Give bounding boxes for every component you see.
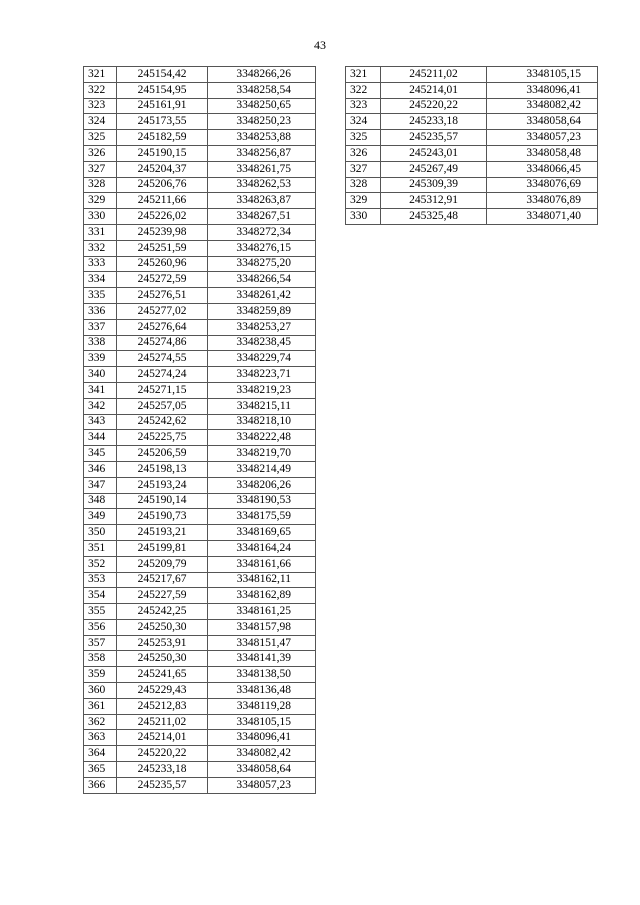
y-coordinate-cell: 3348223,71: [208, 367, 316, 383]
x-coordinate-cell: 245235,57: [381, 130, 487, 146]
table-row: [84, 572, 316, 588]
x-coordinate-cell: 245241,65: [117, 667, 208, 683]
point-number-cell: 328: [84, 177, 117, 193]
y-coordinate-cell: 3348250,23: [208, 114, 316, 130]
y-coordinate-cell: 3348214,49: [208, 461, 316, 477]
point-number-cell: 326: [346, 145, 381, 161]
x-coordinate-cell: 245206,76: [117, 177, 208, 193]
y-coordinate-cell: 3348096,41: [487, 82, 598, 98]
table-row: [346, 130, 598, 146]
table-row: [84, 114, 316, 130]
table-row: [84, 288, 316, 304]
table-row: [84, 240, 316, 256]
x-coordinate-cell: 245193,21: [117, 525, 208, 541]
point-number-cell: 324: [84, 114, 117, 130]
x-coordinate-cell: 245190,73: [117, 509, 208, 525]
x-coordinate-cell: 245250,30: [117, 619, 208, 635]
point-number-cell: 338: [84, 335, 117, 351]
x-coordinate-cell: 245235,57: [117, 777, 208, 793]
x-coordinate-cell: 245242,62: [117, 414, 208, 430]
point-number-cell: 321: [84, 67, 117, 83]
y-coordinate-cell: 3348206,26: [208, 477, 316, 493]
y-coordinate-cell: 3348119,28: [208, 698, 316, 714]
table-row: [346, 161, 598, 177]
table-row: [84, 224, 316, 240]
point-number-cell: 356: [84, 619, 117, 635]
x-coordinate-cell: 245211,02: [117, 714, 208, 730]
x-coordinate-cell: 245277,02: [117, 303, 208, 319]
table-row: [84, 161, 316, 177]
table-row: [84, 651, 316, 667]
point-number-cell: 360: [84, 683, 117, 699]
y-coordinate-cell: 3348261,42: [208, 288, 316, 304]
y-coordinate-cell: 3348161,25: [208, 604, 316, 620]
table-row: [84, 714, 316, 730]
x-coordinate-cell: 245220,22: [117, 746, 208, 762]
point-number-cell: 322: [346, 82, 381, 98]
y-coordinate-cell: 3348136,48: [208, 683, 316, 699]
table-row: [84, 698, 316, 714]
point-number-cell: 330: [84, 209, 117, 225]
table-row: [84, 98, 316, 114]
y-coordinate-cell: 3348076,89: [487, 193, 598, 209]
point-number-cell: 333: [84, 256, 117, 272]
point-number-cell: 329: [84, 193, 117, 209]
x-coordinate-cell: 245190,15: [117, 145, 208, 161]
table-row: [84, 635, 316, 651]
x-coordinate-cell: 245260,96: [117, 256, 208, 272]
y-coordinate-cell: 3348263,87: [208, 193, 316, 209]
table-row: [84, 588, 316, 604]
x-coordinate-cell: 245154,42: [117, 67, 208, 83]
y-coordinate-cell: 3348138,50: [208, 667, 316, 683]
x-coordinate-cell: 245204,37: [117, 161, 208, 177]
y-coordinate-cell: 3348161,66: [208, 556, 316, 572]
x-coordinate-cell: 245227,59: [117, 588, 208, 604]
x-coordinate-cell: 245198,13: [117, 461, 208, 477]
point-number-cell: 366: [84, 777, 117, 793]
x-coordinate-cell: 245233,18: [117, 762, 208, 778]
x-coordinate-cell: 245312,91: [381, 193, 487, 209]
table-row: [84, 446, 316, 462]
x-coordinate-cell: 245154,95: [117, 82, 208, 98]
point-number-cell: 343: [84, 414, 117, 430]
x-coordinate-cell: 245272,59: [117, 272, 208, 288]
table-row: [84, 303, 316, 319]
point-number-cell: 345: [84, 446, 117, 462]
y-coordinate-cell: 3348162,89: [208, 588, 316, 604]
x-coordinate-cell: 245233,18: [381, 114, 487, 130]
y-coordinate-cell: 3348275,20: [208, 256, 316, 272]
table-row: [84, 382, 316, 398]
point-number-cell: 347: [84, 477, 117, 493]
table-row: [84, 351, 316, 367]
x-coordinate-cell: 245243,01: [381, 145, 487, 161]
point-number-cell: 346: [84, 461, 117, 477]
x-coordinate-cell: 245267,49: [381, 161, 487, 177]
point-number-cell: 357: [84, 635, 117, 651]
y-coordinate-cell: 3348076,69: [487, 177, 598, 193]
y-coordinate-cell: 3348169,65: [208, 525, 316, 541]
x-coordinate-cell: 245161,91: [117, 98, 208, 114]
y-coordinate-cell: 3348105,15: [487, 67, 598, 83]
x-coordinate-cell: 245250,30: [117, 651, 208, 667]
x-coordinate-cell: 245220,22: [381, 98, 487, 114]
point-number-cell: 337: [84, 319, 117, 335]
table-row: [84, 730, 316, 746]
table-row: [84, 367, 316, 383]
point-number-cell: 365: [84, 762, 117, 778]
table-row: [84, 604, 316, 620]
table-row: [84, 509, 316, 525]
point-number-cell: 330: [346, 209, 381, 225]
table-row: [84, 82, 316, 98]
table-row: [84, 762, 316, 778]
x-coordinate-cell: 245214,01: [117, 730, 208, 746]
x-coordinate-cell: 245225,75: [117, 430, 208, 446]
table-row: [346, 209, 598, 225]
point-number-cell: 361: [84, 698, 117, 714]
table-row: [84, 319, 316, 335]
x-coordinate-cell: 245190,14: [117, 493, 208, 509]
x-coordinate-cell: 245211,02: [381, 67, 487, 83]
point-number-cell: 323: [84, 98, 117, 114]
point-number-cell: 327: [84, 161, 117, 177]
point-number-cell: 327: [346, 161, 381, 177]
x-coordinate-cell: 245199,81: [117, 540, 208, 556]
table-row: [346, 67, 598, 83]
point-number-cell: 358: [84, 651, 117, 667]
y-coordinate-cell: 3348190,53: [208, 493, 316, 509]
table-row: [84, 667, 316, 683]
point-number-cell: 355: [84, 604, 117, 620]
x-coordinate-cell: 245229,43: [117, 683, 208, 699]
table-row: [84, 130, 316, 146]
table-row: [84, 683, 316, 699]
point-number-cell: 362: [84, 714, 117, 730]
table-row: [84, 525, 316, 541]
x-coordinate-cell: 245212,83: [117, 698, 208, 714]
point-number-cell: 326: [84, 145, 117, 161]
table-row: [84, 145, 316, 161]
y-coordinate-cell: 3348253,88: [208, 130, 316, 146]
y-coordinate-cell: 3348266,26: [208, 67, 316, 83]
y-coordinate-cell: 3348071,40: [487, 209, 598, 225]
point-number-cell: 335: [84, 288, 117, 304]
y-coordinate-cell: 3348238,45: [208, 335, 316, 351]
point-number-cell: 350: [84, 525, 117, 541]
table-row: [84, 414, 316, 430]
x-coordinate-cell: 245239,98: [117, 224, 208, 240]
x-coordinate-cell: 245325,48: [381, 209, 487, 225]
y-coordinate-cell: 3348229,74: [208, 351, 316, 367]
point-number-cell: 323: [346, 98, 381, 114]
table-row: [84, 398, 316, 414]
y-coordinate-cell: 3348219,23: [208, 382, 316, 398]
y-coordinate-cell: 3348105,15: [208, 714, 316, 730]
table-row: [84, 256, 316, 272]
y-coordinate-cell: 3348141,39: [208, 651, 316, 667]
point-number-cell: 332: [84, 240, 117, 256]
table-row: [346, 82, 598, 98]
y-coordinate-cell: 3348276,15: [208, 240, 316, 256]
table-row: [84, 209, 316, 225]
point-number-cell: 328: [346, 177, 381, 193]
x-coordinate-cell: 245274,86: [117, 335, 208, 351]
point-number-cell: 342: [84, 398, 117, 414]
point-number-cell: 341: [84, 382, 117, 398]
y-coordinate-cell: 3348157,98: [208, 619, 316, 635]
y-coordinate-cell: 3348253,27: [208, 319, 316, 335]
point-number-cell: 363: [84, 730, 117, 746]
x-coordinate-cell: 245274,55: [117, 351, 208, 367]
y-coordinate-cell: 3348272,34: [208, 224, 316, 240]
point-number-cell: 336: [84, 303, 117, 319]
point-number-cell: 351: [84, 540, 117, 556]
x-coordinate-cell: 245226,02: [117, 209, 208, 225]
point-number-cell: 354: [84, 588, 117, 604]
y-coordinate-cell: 3348082,42: [208, 746, 316, 762]
y-coordinate-cell: 3348267,51: [208, 209, 316, 225]
point-number-cell: 322: [84, 82, 117, 98]
table-row: [84, 335, 316, 351]
page-number: 43: [314, 38, 326, 52]
table-row: [84, 461, 316, 477]
table-row: [84, 177, 316, 193]
y-coordinate-cell: 3348164,24: [208, 540, 316, 556]
point-number-cell: 324: [346, 114, 381, 130]
point-number-cell: 364: [84, 746, 117, 762]
x-coordinate-cell: 245214,01: [381, 82, 487, 98]
y-coordinate-cell: 3348218,10: [208, 414, 316, 430]
table-row: [346, 193, 598, 209]
table-row: [84, 493, 316, 509]
point-number-cell: 348: [84, 493, 117, 509]
y-coordinate-cell: 3348215,11: [208, 398, 316, 414]
x-coordinate-cell: 245253,91: [117, 635, 208, 651]
table-row: [84, 619, 316, 635]
x-coordinate-cell: 245274,24: [117, 367, 208, 383]
y-coordinate-cell: 3348058,64: [487, 114, 598, 130]
x-coordinate-cell: 245193,24: [117, 477, 208, 493]
y-coordinate-cell: 3348175,59: [208, 509, 316, 525]
y-coordinate-cell: 3348259,89: [208, 303, 316, 319]
x-coordinate-cell: 245182,59: [117, 130, 208, 146]
y-coordinate-cell: 3348057,23: [487, 130, 598, 146]
y-coordinate-cell: 3348250,65: [208, 98, 316, 114]
y-coordinate-cell: 3348058,48: [487, 145, 598, 161]
table-row: [84, 777, 316, 793]
table-row: [346, 98, 598, 114]
y-coordinate-cell: 3348256,87: [208, 145, 316, 161]
y-coordinate-cell: 3348258,54: [208, 82, 316, 98]
table-row: [346, 114, 598, 130]
table-row: [84, 272, 316, 288]
x-coordinate-cell: 245211,66: [117, 193, 208, 209]
coordinate-table-right: [345, 66, 598, 225]
y-coordinate-cell: 3348058,64: [208, 762, 316, 778]
coordinate-table-left: [83, 66, 316, 794]
table-row: [84, 540, 316, 556]
point-number-cell: 353: [84, 572, 117, 588]
point-number-cell: 334: [84, 272, 117, 288]
x-coordinate-cell: 245276,64: [117, 319, 208, 335]
x-coordinate-cell: 245309,39: [381, 177, 487, 193]
point-number-cell: 339: [84, 351, 117, 367]
table-row: [84, 193, 316, 209]
table-row: [84, 67, 316, 83]
x-coordinate-cell: 245251,59: [117, 240, 208, 256]
point-number-cell: 325: [346, 130, 381, 146]
table-row: [84, 430, 316, 446]
point-number-cell: 359: [84, 667, 117, 683]
table-row: [84, 477, 316, 493]
y-coordinate-cell: 3348162,11: [208, 572, 316, 588]
y-coordinate-cell: 3348266,54: [208, 272, 316, 288]
x-coordinate-cell: 245271,15: [117, 382, 208, 398]
y-coordinate-cell: 3348066,45: [487, 161, 598, 177]
y-coordinate-cell: 3348262,53: [208, 177, 316, 193]
x-coordinate-cell: 245257,05: [117, 398, 208, 414]
point-number-cell: 344: [84, 430, 117, 446]
table-row: [84, 556, 316, 572]
x-coordinate-cell: 245217,67: [117, 572, 208, 588]
table-row: [346, 145, 598, 161]
point-number-cell: 340: [84, 367, 117, 383]
point-number-cell: 331: [84, 224, 117, 240]
point-number-cell: 349: [84, 509, 117, 525]
y-coordinate-cell: 3348096,41: [208, 730, 316, 746]
coordinate-table-right-body: [346, 67, 598, 225]
x-coordinate-cell: 245206,59: [117, 446, 208, 462]
x-coordinate-cell: 245173,55: [117, 114, 208, 130]
table-row: [84, 746, 316, 762]
x-coordinate-cell: 245276,51: [117, 288, 208, 304]
point-number-cell: 329: [346, 193, 381, 209]
y-coordinate-cell: 3348082,42: [487, 98, 598, 114]
y-coordinate-cell: 3348261,75: [208, 161, 316, 177]
point-number-cell: 321: [346, 67, 381, 83]
y-coordinate-cell: 3348222,48: [208, 430, 316, 446]
y-coordinate-cell: 3348057,23: [208, 777, 316, 793]
y-coordinate-cell: 3348219,70: [208, 446, 316, 462]
x-coordinate-cell: 245242,25: [117, 604, 208, 620]
x-coordinate-cell: 245209,79: [117, 556, 208, 572]
point-number-cell: 325: [84, 130, 117, 146]
coordinate-table-left-body: [84, 67, 316, 794]
y-coordinate-cell: 3348151,47: [208, 635, 316, 651]
point-number-cell: 352: [84, 556, 117, 572]
table-row: [346, 177, 598, 193]
